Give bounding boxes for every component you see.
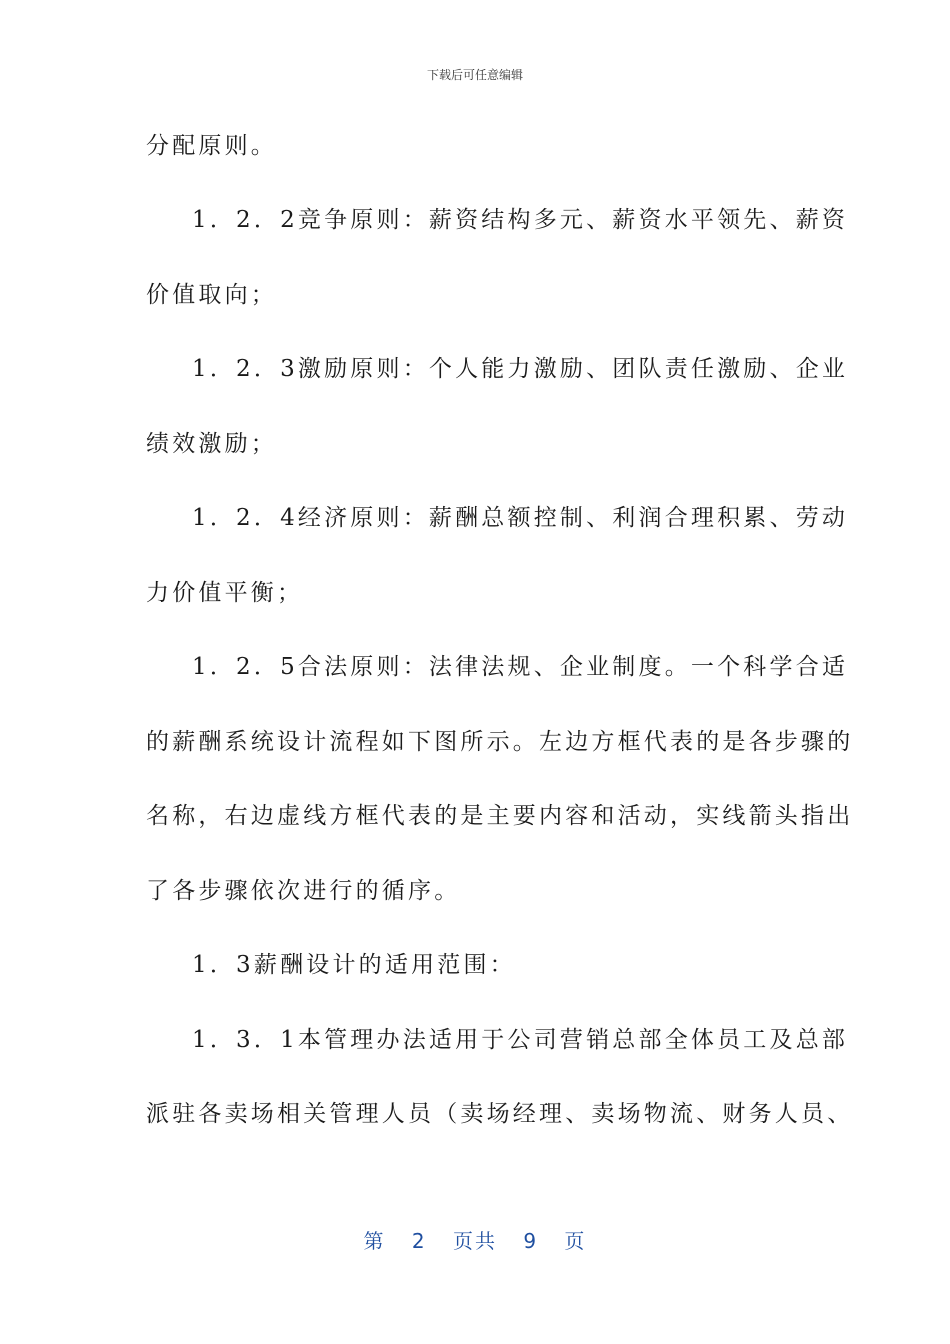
text-line: 分配原则。 <box>146 133 277 159</box>
text-line: 1．3薪酬设计的适用范围： <box>192 952 516 978</box>
text-line: 名称，右边虚线方框代表的是主要内容和活动，实线箭头指出 <box>146 803 854 829</box>
page-header-note: 下载后可任意编辑 <box>426 68 523 82</box>
text-line: 力价值平衡； <box>146 580 304 606</box>
text-line: 派驻各卖场相关管理人员（卖场经理、卖场物流、财务人员、 <box>146 1101 854 1127</box>
text-line: 1．2．2竞争原则：薪资结构多元、薪资水平领先、薪资 <box>192 207 849 233</box>
text-line: 1．3．1本管理办法适用于公司营销总部全体员工及总部 <box>192 1027 849 1053</box>
text-line: 的薪酬系统设计流程如下图所示。左边方框代表的是各步骤的 <box>146 729 854 755</box>
text-line: 1．2．4经济原则：薪酬总额控制、利润合理积累、劳动 <box>192 505 849 531</box>
text-line: 1．2．5合法原则：法律法规、企业制度。一个科学合适 <box>192 654 849 680</box>
text-line: 了各步骤依次进行的循序。 <box>146 878 461 904</box>
text-line: 1．2．3激励原则：个人能力激励、团队责任激励、企业 <box>192 356 849 382</box>
text-line: 价值取向； <box>146 282 277 308</box>
text-line: 绩效激励； <box>146 431 277 457</box>
page-number-footer: 第 2 页共 9 页 <box>363 1229 587 1253</box>
